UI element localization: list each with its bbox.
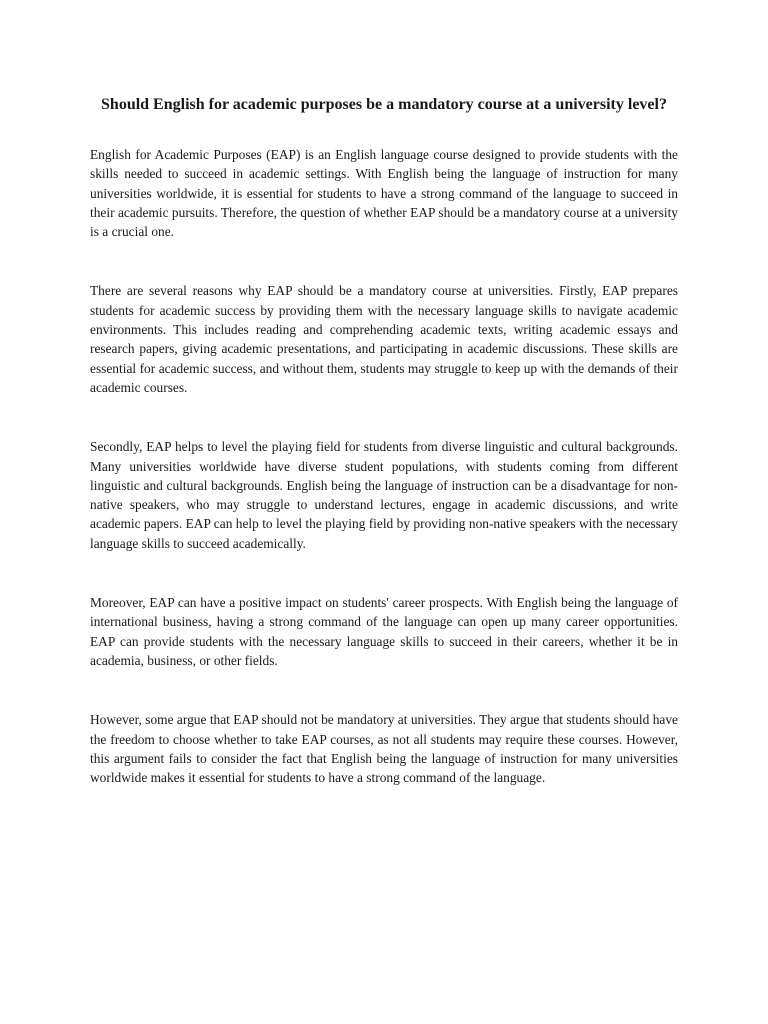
paragraph-counterargument: However, some argue that EAP should not be mandatory at universities. They argue that students should have the freedom to choose whether to take EAP courses, as not all students may require these courses. However, this argument fails to consider the fact that English being the language of instruction for many universities worldwide makes it essential for students to have a strong command of the language.: [90, 712, 678, 786]
paragraph-career-prospects: Moreover, EAP can have a positive impact on students' career prospects. With English being the language of international business, having a strong command of the language can open up many career opportunities. EAP can provide students with the necessary language skills to succeed in their careers, whether it be in academia, business, or other fields.: [90, 595, 678, 668]
paragraph-academic-success: There are several reasons why EAP should be a mandatory course at universities. Firstly, EAP prepares students for academic success by providing them with the necessary language skills to navigate academic environments. This includes reading and comprehending academic texts, writing academic essays and research papers, giving academic presentations, and participating in academic discussions. These skills are essential for academic success, and without them, students may struggle to keep up with the demands of their academic courses.: [90, 283, 678, 395]
document-body: [90, 145, 678, 787]
paragraph-introduction: English for Academic Purposes (EAP) is an English language course designed to provide students with the skills needed to succeed in academic settings. With English being the language of instruction for many universities worldwide, it is essential for students to have a strong command of the language to succeed in their academic pursuits. Therefore, the question of whether EAP should be a mandatory course at a university is a crucial one.: [90, 147, 678, 240]
document-title: Should English for academic purposes be a mandatory course at a university level?: [101, 96, 667, 113]
document-content: [90, 94, 678, 787]
paragraph-level-playing-field: Secondly, EAP helps to level the playing field for students from diverse linguistic and cultural backgrounds. Many universities worldwide have diverse student populations, with students coming from different linguistic and cultural backgrounds. English being the language of instruction can be a disadvantage for non-native speakers, who may struggle to understand lectures, engage in academic discussions, and write academic papers. EAP can help to level the playing field by providing non-native speakers with the necessary language skills to succeed academically.: [90, 439, 678, 551]
